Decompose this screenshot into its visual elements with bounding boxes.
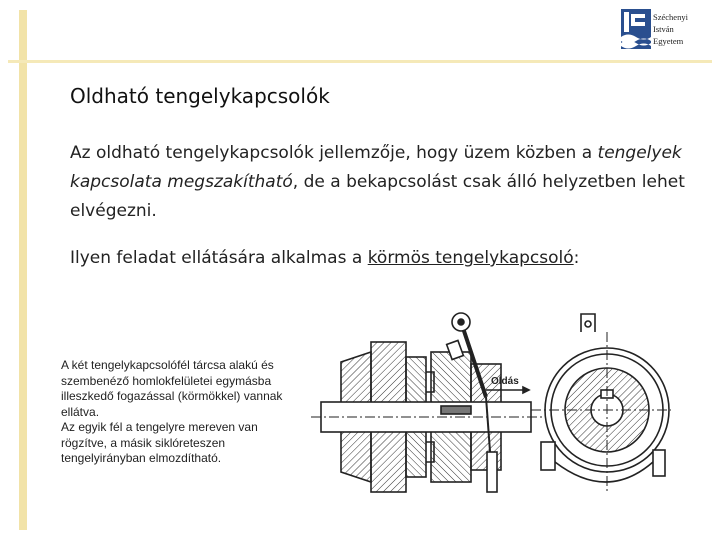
intro-paragraph <box>70 139 690 226</box>
coupling-paragraph <box>70 244 690 273</box>
logo-text <box>653 11 688 47</box>
figure-caption <box>61 358 301 467</box>
coupling-term: körmös tengelykapcsoló <box>367 248 574 268</box>
caption-text-1: A két tengelykapcsolófél tárcsa alakú és szembenéző homlokfelületei egymásba illeszkedő fogazással (körmökkel) vannak ellátva. <box>61 358 283 419</box>
release-label: Oldás <box>491 376 519 387</box>
university-logo <box>621 9 713 53</box>
coupling-text-b: : <box>573 248 580 268</box>
logo-icon <box>621 9 651 49</box>
slide-title: Oldható tengelykapcsolók <box>70 84 330 108</box>
logo-line-3: Egyetem <box>653 36 684 46</box>
intro-text-b: , de a bekapcsolást csak álló helyzetben lehet elvégezni. <box>70 172 685 221</box>
jaw-coupling-drawing <box>311 302 671 514</box>
coupling-text-a: Ilyen feladat ellátására alkalmas a <box>70 248 368 268</box>
accent-line <box>8 60 712 63</box>
intro-text-a: Az oldható tengelykapcsolók jellemzője, hogy üzem közben a <box>70 143 598 163</box>
logo-line-1: Széchenyi <box>653 12 688 22</box>
caption-text-2: Az egyik fél a tengelyre mereven van rögzítve, a másik siklóreteszen tengelyirányban elmozdítható. <box>61 420 258 465</box>
accent-bar <box>19 10 27 530</box>
logo-line-2: István <box>653 24 674 34</box>
intro-text-emphasis: tengelyek kapcsolata megszakítható <box>70 143 682 192</box>
